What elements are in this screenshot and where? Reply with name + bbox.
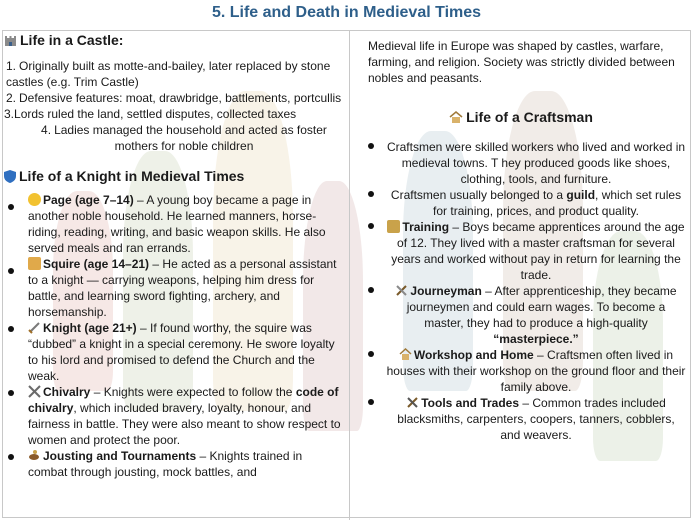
knight-list xyxy=(4,192,344,480)
bullet-icon xyxy=(368,351,374,357)
hammer-pick-icon xyxy=(406,396,419,409)
list-item: Knight (age 21+) – If found worthy, the squire was “dubbed” a knight in a special ceremony. He swore loyalty to his lord and promised to defend the Church and the weak. xyxy=(4,320,344,384)
training-icon xyxy=(387,220,400,233)
house-icon xyxy=(399,348,412,361)
craftsman-list xyxy=(356,139,686,443)
castle-list xyxy=(4,58,344,154)
knight-heading: Life of a Knight in Medieval Times xyxy=(4,168,344,184)
craftsman-heading: Life of a Craftsman xyxy=(356,109,686,125)
castle-item: 1. Originally built as motte-and-bailey, later replaced by stone castles (e.g. Trim Castle) xyxy=(6,59,331,89)
column-divider xyxy=(349,30,350,520)
crossed-swords-icon xyxy=(28,385,41,398)
castle-heading: Life in a Castle: xyxy=(4,32,344,48)
shield-icon xyxy=(4,170,16,183)
right-column xyxy=(356,32,686,443)
horse-rider-icon xyxy=(28,449,41,462)
list-item: Page (age 7–14) – A young boy became a page in another noble household. He learned manners, horse-riding, reading, writing, and basic weapon skills. He also served meals and ran errands. xyxy=(4,192,344,256)
bullet-icon xyxy=(368,287,374,293)
bullet-icon xyxy=(8,326,14,332)
castle-icon xyxy=(4,34,17,47)
castle-item: 4. Ladies managed the household and acted as foster mothers for noble children xyxy=(41,123,327,153)
list-item: Squire (age 14–21) – He acted as a personal assistant to a knight — carrying weapons, helping him dress for battle, and learning sword fighting, archery, and horsemanship. xyxy=(4,256,344,320)
bullet-icon xyxy=(8,454,14,460)
list-item: Craftsmen usually belonged to a guild, which set rules for training, prices, and product quality. xyxy=(356,187,686,219)
bullet-icon xyxy=(368,399,374,405)
bullet-icon xyxy=(368,143,374,149)
sword-icon xyxy=(28,321,41,334)
list-item: Chivalry – Knights were expected to follow the code of chivalry, which included bravery, loyalty, honour, and fairness in battle. They were also meant to show respect to women and protect the poor. xyxy=(4,384,344,448)
intro-paragraph: Medieval life in Europe was shaped by castles, warfare, farming, and religion. Society was strictly divided between nobles and peasants. xyxy=(368,39,675,85)
list-item: Jousting and Tournaments – Knights trained in combat through jousting, mock battles, and xyxy=(4,448,344,480)
tools-icon xyxy=(395,284,408,297)
house-icon xyxy=(449,111,463,124)
list-item: Training – Boys became apprentices around the age of 12. They lived with a master craftsman for several years and worked without pay in return for learning the trade. xyxy=(356,219,686,283)
bullet-icon xyxy=(8,204,14,210)
list-item: Tools and Trades – Common trades included blacksmiths, carpenters, coopers, tanners, cobblers, and weavers. xyxy=(356,395,686,443)
bullet-icon xyxy=(368,223,374,229)
castle-item: 3.Lords ruled the land, settled disputes, collected taxes xyxy=(4,107,297,121)
bullet-icon xyxy=(8,390,14,396)
student-icon xyxy=(28,257,41,270)
bullet-icon xyxy=(8,268,14,274)
smiley-icon xyxy=(28,193,41,206)
list-item: Journeyman – After apprenticeship, they became journeymen and could earn wages. To become a master, they had to produce a high-quality “masterpiece.” xyxy=(356,283,686,347)
list-item: Craftsmen were skilled workers who lived and worked in medieval towns. T hey produced goods like shoes, clothing, tools, and furniture. xyxy=(356,139,686,187)
castle-item: 2. Defensive features: moat, drawbridge, battlements, portcullis xyxy=(6,91,342,105)
page-title: 5. Life and Death in Medieval Times xyxy=(211,4,482,21)
left-column xyxy=(4,32,344,480)
list-item: Workshop and Home – Craftsmen often lived in houses with their workshop on the ground floor and their family above. xyxy=(356,347,686,395)
bullet-icon xyxy=(368,191,374,197)
